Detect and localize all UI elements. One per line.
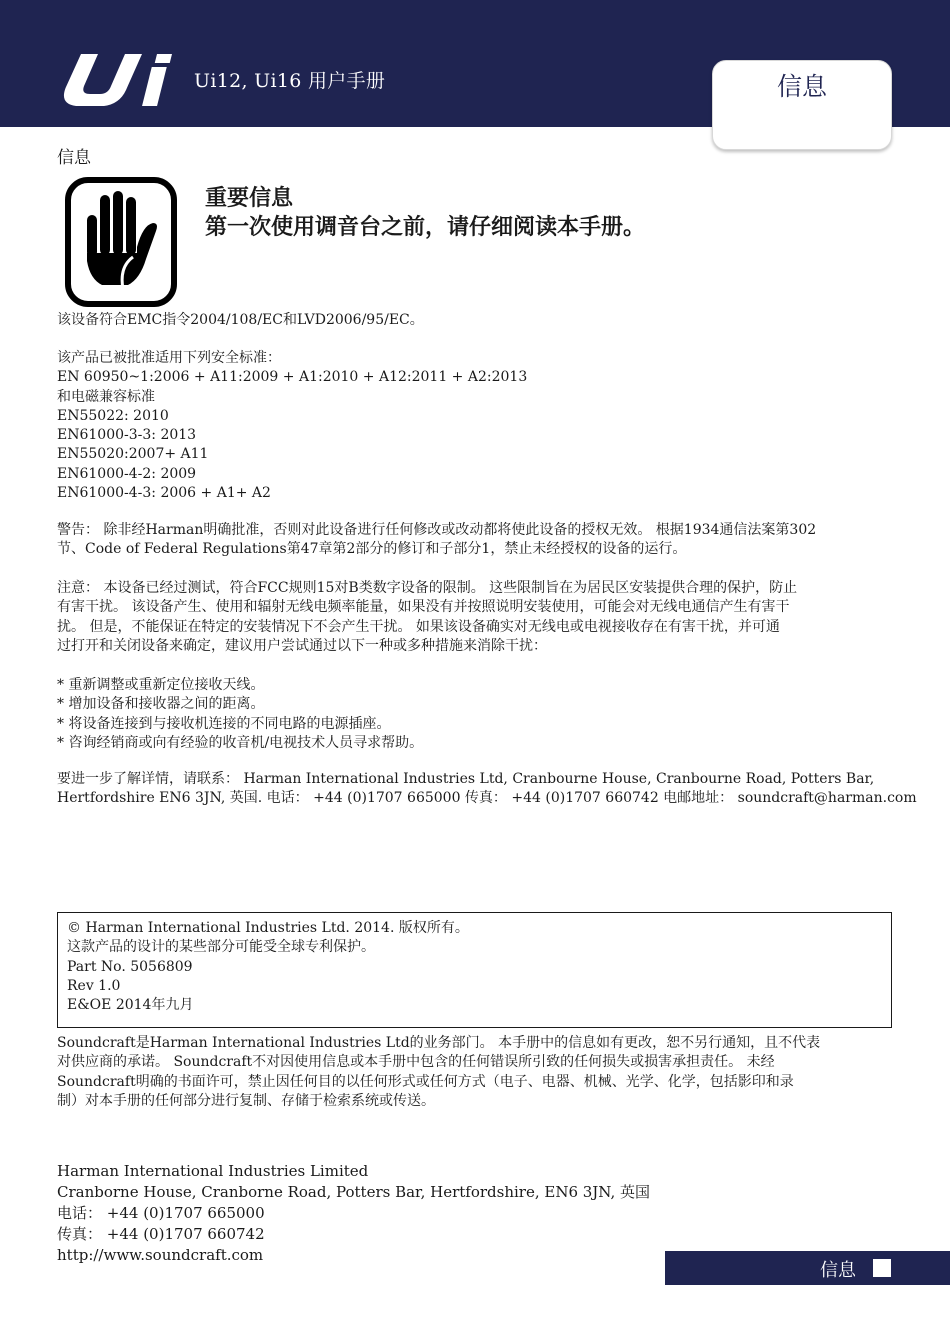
website-link[interactable]: http://www.soundcraft.com xyxy=(57,1246,264,1264)
disclaimer-line: Soundcraft是Harman International Industries Ltd的业务部门。 本手册中的信息如有更改，恕不另行通知，且不代表 xyxy=(57,1035,821,1051)
copyright-line: 这款产品的设计的某些部分可能受全球专利保护。 xyxy=(67,939,375,956)
page-header xyxy=(0,0,950,127)
disclaimer-line: 对供应商的承诺。 Soundcraft不对因使用信息或本手册中包含的任何错误所引致的任何损失或损害承担责任。 未经 xyxy=(57,1054,775,1071)
notice-line: 注意： 本设备已经过测试，符合FCC规则15对B类数字设备的限制。 这些限制旨在为居民区安装提供合理的保护，防止 xyxy=(57,580,798,596)
company-address xyxy=(57,1161,650,1266)
important-heading: 重要信息 xyxy=(205,185,294,211)
measure-item: * 咨询经销商或向有经验的收音机/电视技术人员寻求帮助。 xyxy=(57,734,424,751)
ui-logo xyxy=(60,50,176,108)
contact-paragraph xyxy=(57,770,917,809)
measure-item: * 重新调整或重新定位接收天线。 xyxy=(57,677,265,693)
measure-item: * 增加设备和接收器之间的距离。 xyxy=(57,696,265,713)
section-tab-label: 信息 xyxy=(776,72,827,101)
standards-line: EN61000-4-2: 2009 xyxy=(57,465,197,482)
standards-line: EN61000-3-3: 2013 xyxy=(57,427,197,444)
copyright-line: E&OE 2014年九月 xyxy=(67,997,194,1014)
copyright-box xyxy=(57,912,892,1028)
fcc-notice-paragraph xyxy=(57,579,797,656)
warning-paragraph xyxy=(57,521,816,560)
notice-line: 过打开和关闭设备来确定，建议用户尝试通过以下一种或多种措施来消除干扰： xyxy=(57,637,547,654)
standards-line: EN61000-4-3: 2006 + A1+ A2 xyxy=(57,485,271,502)
interference-measures-list xyxy=(57,676,423,753)
copyright-lines xyxy=(67,919,469,1015)
disclaimer-line: 制）对本手册的任何部分进行复制、存储于检索系统或传送。 xyxy=(57,1092,435,1109)
section-tab xyxy=(712,60,892,150)
measure-item: * 将设备连接到与接收机连接的不同电路的电源插座。 xyxy=(57,715,391,732)
disclaimer-line: Soundcraft明确的书面许可，禁止因任何目的以任何形式或任何方式（电子、电器、机械、光学、化学，包括影印和录 xyxy=(57,1073,794,1090)
footer-section-label: 信息 xyxy=(820,1260,856,1281)
important-subheading: 第一次使用调音台之前，请仔细阅读本手册。 xyxy=(205,214,646,240)
standards-line: 和电磁兼容标准 xyxy=(57,388,155,405)
notice-line: 有害干扰。 该设备产生、使用和辐射无线电频率能量，如果没有并按照说明安装使用，可能会对无线电通信产生有害干 xyxy=(57,599,790,616)
copyright-line: Rev 1.0 xyxy=(67,977,121,994)
footer-section-bar xyxy=(665,1251,950,1285)
page-section-label: 信息 xyxy=(57,148,91,168)
raised-hand-warning-icon xyxy=(65,177,177,307)
warning-line: 节、Code of Federal Regulations第47章第2部分的修订和子部分1，禁止未经授权的设备的运行。 xyxy=(57,541,687,558)
standards-line: EN55022: 2010 xyxy=(57,407,169,424)
address-fax: 传真： +44 (0)1707 660742 xyxy=(57,1225,265,1243)
standards-line: EN 60950~1:2006 + A11:2009 + A1:2010 + A12:2011 + A2:2013 xyxy=(57,369,528,386)
disclaimer-paragraph xyxy=(57,1034,820,1111)
warning-line: 警告： 除非经Harman明确批准，否则对此设备进行任何修改或改动都将使此设备的授权无效。 根据1934通信法案第302 xyxy=(57,522,817,538)
compliance-statement: 该设备符合EMC指令2004/108/EC和LVD2006/95/EC。 xyxy=(57,312,424,328)
standards-line: 该产品已被批准适用下列安全标准： xyxy=(57,350,281,366)
contact-line: Hertfordshire EN6 3JN, 英国. 电话： +44 (0)1707 665000 传真： +44 (0)1707 660742 电邮地址： soundcraft@harman.com xyxy=(57,790,917,807)
manual-title: Ui12, Ui16 用户手册 xyxy=(194,70,386,92)
address-line: Cranborne House, Cranborne Road, Potters Bar, Hertfordshire, EN6 3JN, 英国 xyxy=(57,1183,651,1201)
contact-line: 要进一步了解详情，请联系： Harman International Industries Ltd, Cranbourne House, Cranbourne Road, Potters Bar, xyxy=(57,771,875,787)
address-phone: 电话： +44 (0)1707 665000 xyxy=(57,1204,265,1222)
important-notice xyxy=(205,184,645,242)
standards-list xyxy=(57,349,527,503)
copyright-line: Part No. 5056809 xyxy=(67,958,193,975)
address-line: Harman International Industries Limited xyxy=(57,1162,369,1180)
standards-line: EN55020:2007+ A11 xyxy=(57,446,209,463)
square-marker-icon xyxy=(873,1259,891,1277)
copyright-line: © Harman International Industries Ltd. 2014. 版权所有。 xyxy=(67,920,469,936)
notice-line: 扰。 但是，不能保证在特定的安装情况下不会产生干扰。 如果该设备确实对无线电或电视接收存在有害干扰，并可通 xyxy=(57,618,780,635)
